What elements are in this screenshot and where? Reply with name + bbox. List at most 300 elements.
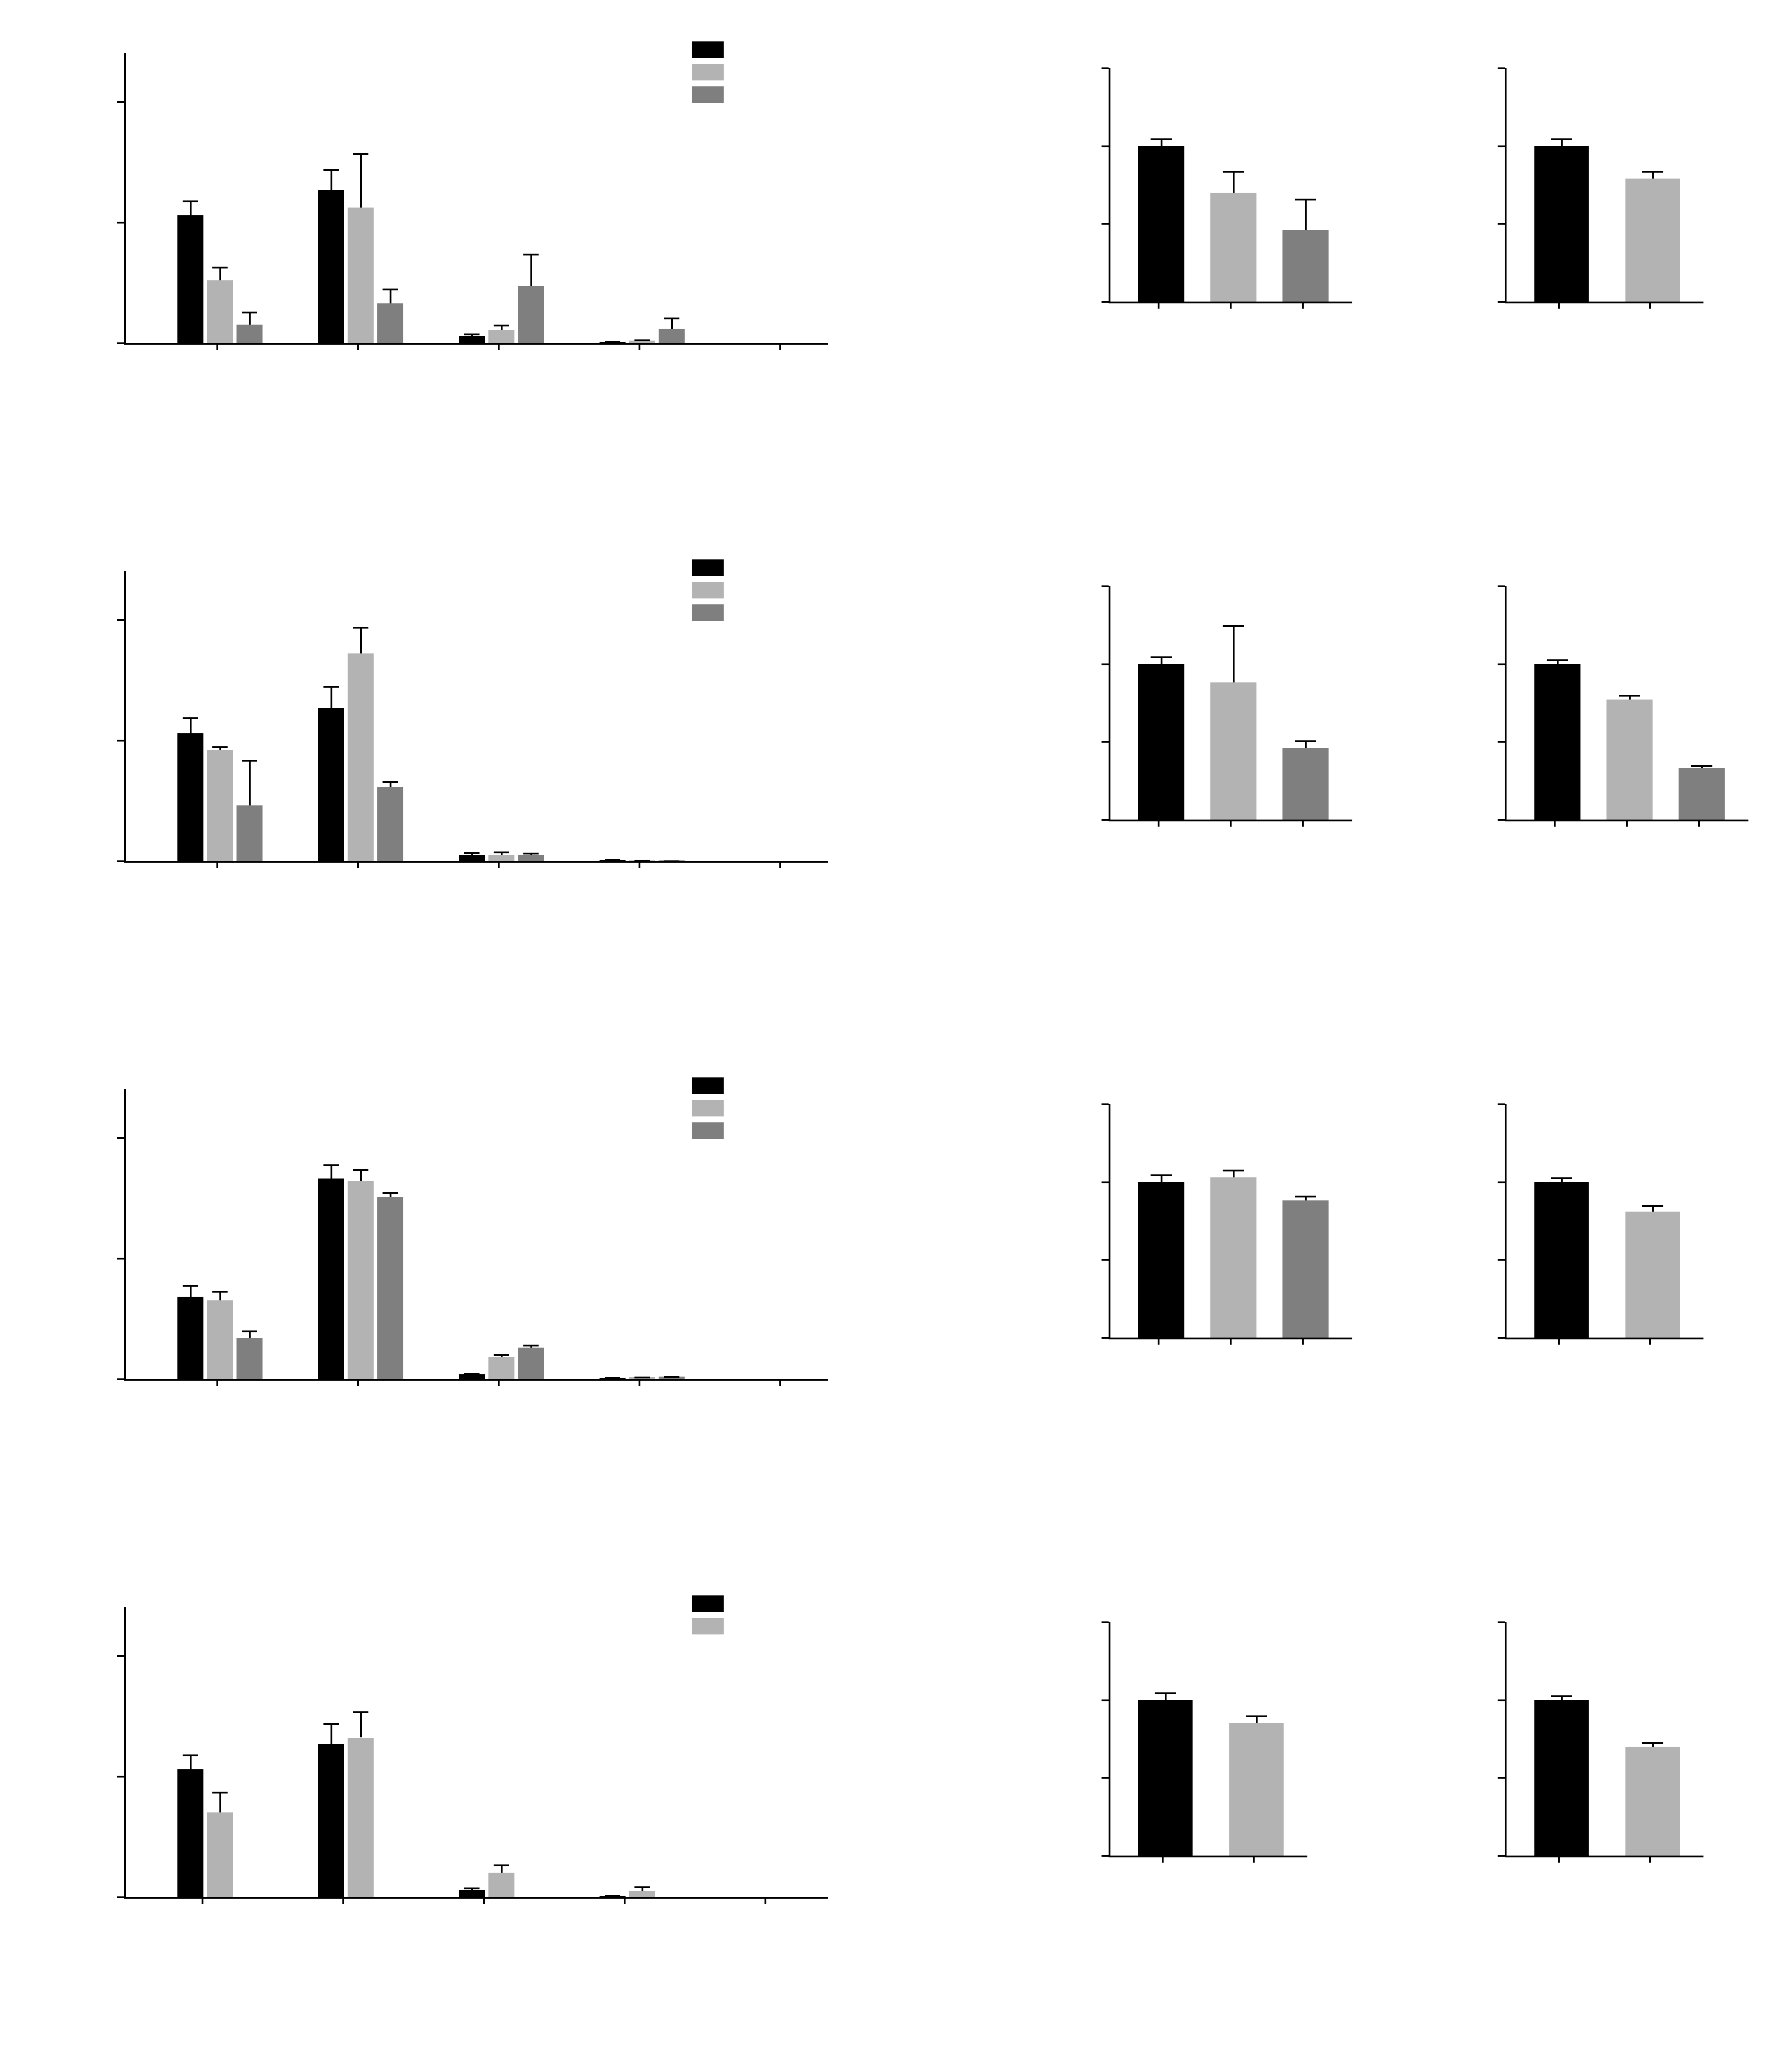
error-bar — [190, 1754, 192, 1769]
error-bar-cap — [1246, 1715, 1267, 1717]
error-bar — [219, 267, 221, 280]
error-bar-cap — [212, 1792, 228, 1793]
error-bar-cap — [183, 1754, 198, 1756]
bar — [1534, 1182, 1589, 1338]
error-bar — [390, 289, 391, 303]
error-bar-cap — [1551, 1695, 1572, 1697]
bar — [177, 1297, 203, 1379]
y-tick — [1102, 741, 1109, 743]
error-bar — [249, 312, 251, 325]
error-bar-cap — [1295, 199, 1316, 200]
x-tick-label — [1639, 834, 1702, 896]
x-axis — [1109, 1856, 1307, 1857]
bar — [1534, 664, 1580, 820]
bar — [518, 286, 544, 343]
y-tick — [1102, 1259, 1109, 1261]
y-tick — [1498, 1621, 1505, 1623]
error-bar-cap — [664, 318, 679, 319]
bar — [1282, 230, 1329, 302]
x-tick — [1649, 1856, 1651, 1863]
bar — [459, 1890, 485, 1897]
x-tick-label — [733, 358, 783, 409]
error-bar-cap — [1551, 138, 1572, 140]
bar — [1210, 193, 1256, 302]
y-axis — [1505, 1622, 1507, 1856]
x-tick-label — [1171, 834, 1233, 896]
error-bar-cap — [323, 686, 339, 688]
x-tick-label — [1171, 1352, 1233, 1414]
y-tick — [1102, 1103, 1109, 1105]
error-bar-cap — [664, 1376, 679, 1378]
error-bar — [360, 1169, 362, 1181]
y-axis — [1109, 586, 1110, 820]
error-bar-cap — [242, 1330, 257, 1332]
y-axis — [1109, 1622, 1110, 1856]
x-tick — [1158, 1338, 1159, 1345]
y-tick — [1102, 145, 1109, 147]
error-bar-cap — [634, 1886, 650, 1888]
error-bar-cap — [183, 1285, 198, 1287]
legend-item — [692, 1122, 733, 1139]
x-tick-label — [1243, 1352, 1306, 1414]
x-tick — [1158, 820, 1159, 827]
y-tick — [1498, 1259, 1505, 1261]
bar — [1606, 700, 1653, 820]
y-tick — [117, 101, 124, 103]
x-tick — [483, 1897, 485, 1904]
bar — [1138, 1182, 1184, 1338]
bar — [177, 215, 203, 343]
x-tick-label — [452, 1394, 502, 1445]
x-tick — [1554, 820, 1556, 827]
x-axis — [124, 343, 828, 345]
y-tick — [1102, 819, 1109, 821]
legend-item — [692, 604, 733, 621]
x-axis — [1505, 1856, 1703, 1857]
legend-item — [692, 582, 733, 598]
x-tick — [498, 861, 500, 868]
error-bar — [1233, 171, 1235, 193]
error-bar-cap — [605, 1377, 620, 1379]
legend-item — [692, 1618, 733, 1634]
error-bar-cap — [242, 312, 257, 313]
x-tick — [1698, 820, 1700, 827]
y-axis — [1505, 1104, 1507, 1338]
x-tick — [1230, 302, 1232, 309]
legend-item — [692, 86, 733, 103]
y-tick — [1498, 585, 1505, 587]
error-bar-cap — [523, 853, 539, 854]
legend-swatch — [692, 604, 724, 621]
bar — [459, 336, 485, 343]
error-bar-cap — [1691, 765, 1712, 767]
x-tick-label — [170, 1394, 221, 1445]
y-tick — [1102, 1621, 1109, 1623]
bar — [237, 325, 263, 343]
x-tick-label — [1099, 1352, 1161, 1414]
error-bar-cap — [1551, 1177, 1572, 1179]
y-axis — [1109, 1104, 1110, 1338]
x-tick — [1230, 1338, 1232, 1345]
error-bar — [530, 254, 532, 286]
x-tick — [202, 1897, 203, 1904]
bar — [1210, 682, 1256, 820]
x-tick — [1558, 1338, 1560, 1345]
legend-swatch — [692, 582, 724, 598]
legend-swatch — [692, 1077, 724, 1094]
error-bar — [331, 1723, 332, 1744]
bar — [488, 330, 514, 343]
bar — [237, 1338, 263, 1379]
error-bar-cap — [1295, 740, 1316, 742]
bar — [518, 855, 544, 861]
error-bar — [219, 1792, 221, 1812]
y-tick — [1498, 223, 1505, 225]
error-bar — [331, 169, 332, 190]
bar — [488, 1357, 514, 1379]
x-tick-label — [1099, 316, 1161, 378]
x-tick-label — [1194, 1870, 1256, 1932]
legend-item — [692, 1100, 733, 1116]
x-tick-label — [1590, 1870, 1653, 1932]
y-tick — [1498, 1699, 1505, 1701]
y-axis — [124, 53, 126, 343]
y-tick — [1102, 301, 1109, 303]
y-tick — [1498, 663, 1505, 665]
x-tick — [1253, 1856, 1255, 1863]
bar — [488, 1873, 514, 1897]
y-tick — [1498, 301, 1505, 303]
x-tick-label — [1499, 1352, 1562, 1414]
x-tick — [498, 1379, 500, 1386]
x-tick-label — [733, 876, 783, 927]
error-bar-cap — [323, 169, 339, 171]
y-axis — [1109, 68, 1110, 302]
bar — [377, 303, 403, 343]
error-bar — [190, 200, 192, 215]
legend — [692, 1077, 733, 1145]
y-axis — [124, 571, 126, 861]
x-tick-label — [1099, 834, 1161, 896]
x-tick — [1158, 302, 1159, 309]
bar — [377, 787, 403, 861]
bar — [207, 1812, 233, 1897]
y-tick — [117, 860, 124, 862]
error-bar — [1305, 199, 1307, 230]
x-axis — [124, 1379, 828, 1381]
bar — [1210, 1177, 1256, 1338]
error-bar-cap — [1155, 1692, 1176, 1694]
error-bar — [331, 686, 332, 708]
legend-swatch — [692, 86, 724, 103]
x-tick-label — [718, 1912, 769, 1963]
error-bar-cap — [1151, 138, 1172, 140]
bar — [1625, 1747, 1680, 1856]
error-bar-cap — [605, 859, 620, 861]
bar — [629, 1891, 655, 1897]
bar — [1534, 146, 1589, 302]
error-bar-cap — [523, 254, 539, 255]
x-tick-label — [452, 358, 502, 409]
error-bar — [190, 1285, 192, 1297]
x-axis — [1505, 302, 1703, 303]
error-bar — [360, 1711, 362, 1738]
x-axis — [1505, 1338, 1703, 1339]
x-tick — [1230, 820, 1232, 827]
x-tick-label — [311, 358, 361, 409]
x-tick-label — [733, 1394, 783, 1445]
y-axis — [1505, 68, 1507, 302]
y-tick — [117, 1776, 124, 1778]
legend-swatch — [692, 559, 724, 576]
bar — [177, 733, 203, 861]
y-tick — [1498, 1181, 1505, 1183]
y-tick — [1102, 1855, 1109, 1857]
x-tick — [216, 1379, 218, 1386]
x-tick-label — [578, 1912, 628, 1963]
error-bar-cap — [383, 1192, 398, 1194]
error-bar-cap — [353, 1169, 368, 1171]
x-tick-label — [1590, 1352, 1653, 1414]
legend-swatch — [692, 1122, 724, 1139]
error-bar — [360, 627, 362, 653]
x-tick — [216, 861, 218, 868]
bar — [1282, 1200, 1329, 1338]
error-bar-cap — [183, 200, 198, 202]
bar — [318, 1744, 344, 1897]
bar — [1625, 1212, 1680, 1338]
error-bar — [249, 760, 251, 806]
error-bar — [331, 1164, 332, 1179]
error-bar-cap — [353, 627, 368, 629]
x-tick-label — [1171, 316, 1233, 378]
y-tick — [1498, 67, 1505, 69]
error-bar-cap — [494, 1864, 509, 1866]
x-tick-label — [592, 876, 643, 927]
bar — [518, 1348, 544, 1379]
bar — [1625, 179, 1680, 302]
x-tick-label — [1243, 834, 1306, 896]
x-tick-label — [1567, 834, 1630, 896]
bar — [207, 280, 233, 343]
bar — [488, 855, 514, 861]
error-bar-cap — [634, 339, 650, 341]
y-tick — [117, 1258, 124, 1260]
legend — [692, 559, 733, 627]
error-bar-cap — [212, 267, 228, 268]
x-tick — [779, 343, 781, 350]
bar — [1679, 768, 1725, 820]
y-tick — [1498, 1777, 1505, 1779]
legend-swatch — [692, 1100, 724, 1116]
bar — [207, 750, 233, 861]
x-tick-label — [311, 876, 361, 927]
x-tick-label — [437, 1912, 487, 1963]
error-bar-cap — [383, 781, 398, 783]
y-tick — [117, 1896, 124, 1898]
y-tick — [1102, 1337, 1109, 1339]
y-tick — [1498, 1337, 1505, 1339]
bar — [1138, 1700, 1193, 1856]
error-bar-cap — [464, 852, 480, 854]
x-tick-label — [592, 358, 643, 409]
x-tick — [765, 1897, 766, 1904]
y-tick — [1102, 1181, 1109, 1183]
x-tick-label — [156, 1912, 206, 1963]
x-tick — [1558, 302, 1560, 309]
x-tick-label — [1103, 1870, 1165, 1932]
error-bar-cap — [242, 760, 257, 762]
x-tick — [1558, 1856, 1560, 1863]
error-bar-cap — [1223, 1170, 1244, 1171]
error-bar-cap — [383, 289, 398, 290]
error-bar-cap — [664, 860, 679, 862]
error-bar-cap — [183, 717, 198, 719]
error-bar-cap — [212, 746, 228, 748]
error-bar-cap — [1151, 656, 1172, 658]
x-tick — [342, 1897, 344, 1904]
error-bar-cap — [1547, 659, 1568, 661]
x-tick-label — [170, 358, 221, 409]
error-bar — [360, 153, 362, 208]
bar — [207, 1300, 233, 1379]
error-bar-cap — [494, 325, 509, 326]
x-tick — [1302, 302, 1304, 309]
y-tick — [1102, 1699, 1109, 1701]
x-tick-label — [1243, 316, 1306, 378]
bar — [1138, 664, 1184, 820]
error-bar-cap — [494, 1354, 509, 1356]
legend-item — [692, 1077, 733, 1094]
x-tick-label — [170, 876, 221, 927]
bar — [237, 805, 263, 861]
bar — [1229, 1723, 1284, 1856]
error-bar-cap — [634, 1377, 650, 1378]
y-tick — [117, 619, 124, 621]
x-tick — [1302, 820, 1304, 827]
y-tick — [1102, 585, 1109, 587]
bar — [318, 190, 344, 343]
y-tick — [117, 1655, 124, 1657]
error-bar-cap — [353, 153, 368, 155]
error-bar-cap — [1151, 1174, 1172, 1176]
y-tick — [117, 1137, 124, 1139]
bar — [177, 1769, 203, 1897]
x-tick — [1649, 302, 1651, 309]
y-tick — [1102, 67, 1109, 69]
x-tick — [357, 861, 359, 868]
x-tick — [779, 861, 781, 868]
error-bar-cap — [323, 1723, 339, 1725]
x-tick — [639, 1379, 640, 1386]
x-tick — [357, 343, 359, 350]
bar — [1138, 146, 1184, 302]
error-bar-cap — [634, 860, 650, 862]
y-tick — [1102, 663, 1109, 665]
bar — [659, 329, 685, 344]
x-tick — [216, 343, 218, 350]
y-tick — [117, 222, 124, 224]
bar — [348, 1181, 374, 1379]
legend-swatch — [692, 1595, 724, 1612]
y-tick — [1102, 1777, 1109, 1779]
error-bar-cap — [605, 341, 620, 343]
x-axis — [124, 861, 828, 863]
error-bar — [1233, 625, 1235, 682]
error-bar-cap — [1642, 1205, 1663, 1207]
legend-swatch — [692, 1618, 724, 1634]
x-axis — [124, 1897, 828, 1899]
legend-swatch — [692, 41, 724, 58]
bar — [348, 1738, 374, 1898]
y-tick — [1102, 223, 1109, 225]
legend — [692, 1595, 733, 1640]
bar — [348, 653, 374, 861]
bar — [318, 1179, 344, 1379]
x-tick — [639, 861, 640, 868]
bar — [377, 1197, 403, 1379]
x-tick — [1302, 1338, 1304, 1345]
error-bar-cap — [494, 852, 509, 853]
x-tick-label — [311, 1394, 361, 1445]
y-tick — [1498, 741, 1505, 743]
legend — [692, 41, 733, 109]
y-axis — [124, 1089, 126, 1379]
x-tick — [498, 343, 500, 350]
error-bar-cap — [464, 334, 480, 335]
x-tick-label — [1499, 1870, 1562, 1932]
x-tick — [639, 343, 640, 350]
y-tick — [117, 342, 124, 344]
x-tick — [1649, 1338, 1651, 1345]
legend-item — [692, 41, 733, 58]
y-tick — [1498, 819, 1505, 821]
x-tick-label — [592, 1394, 643, 1445]
error-bar-cap — [212, 1291, 228, 1293]
error-bar — [190, 717, 192, 733]
bar — [318, 708, 344, 861]
legend-item — [692, 559, 733, 576]
x-tick-label — [1495, 834, 1557, 896]
y-tick — [1498, 145, 1505, 147]
bar — [459, 1374, 485, 1379]
error-bar-cap — [464, 1373, 480, 1375]
x-tick — [1626, 820, 1628, 827]
x-tick-label — [296, 1912, 346, 1963]
y-tick — [117, 1378, 124, 1380]
error-bar-cap — [323, 1164, 339, 1166]
bar — [459, 855, 485, 861]
error-bar-cap — [1295, 1196, 1316, 1197]
x-tick-label — [452, 876, 502, 927]
error-bar-cap — [1642, 171, 1663, 173]
legend-item — [692, 64, 733, 80]
x-tick-label — [1499, 316, 1562, 378]
legend-swatch — [692, 64, 724, 80]
error-bar-cap — [1223, 625, 1244, 627]
y-axis — [1505, 586, 1507, 820]
y-tick — [1498, 1855, 1505, 1857]
y-tick — [1498, 1103, 1505, 1105]
error-bar-cap — [1642, 1742, 1663, 1744]
x-tick — [779, 1379, 781, 1386]
x-tick — [1162, 1856, 1164, 1863]
bar — [1534, 1700, 1589, 1856]
x-tick — [357, 1379, 359, 1386]
error-bar-cap — [605, 1895, 620, 1897]
legend-item — [692, 1595, 733, 1612]
bar — [348, 208, 374, 343]
